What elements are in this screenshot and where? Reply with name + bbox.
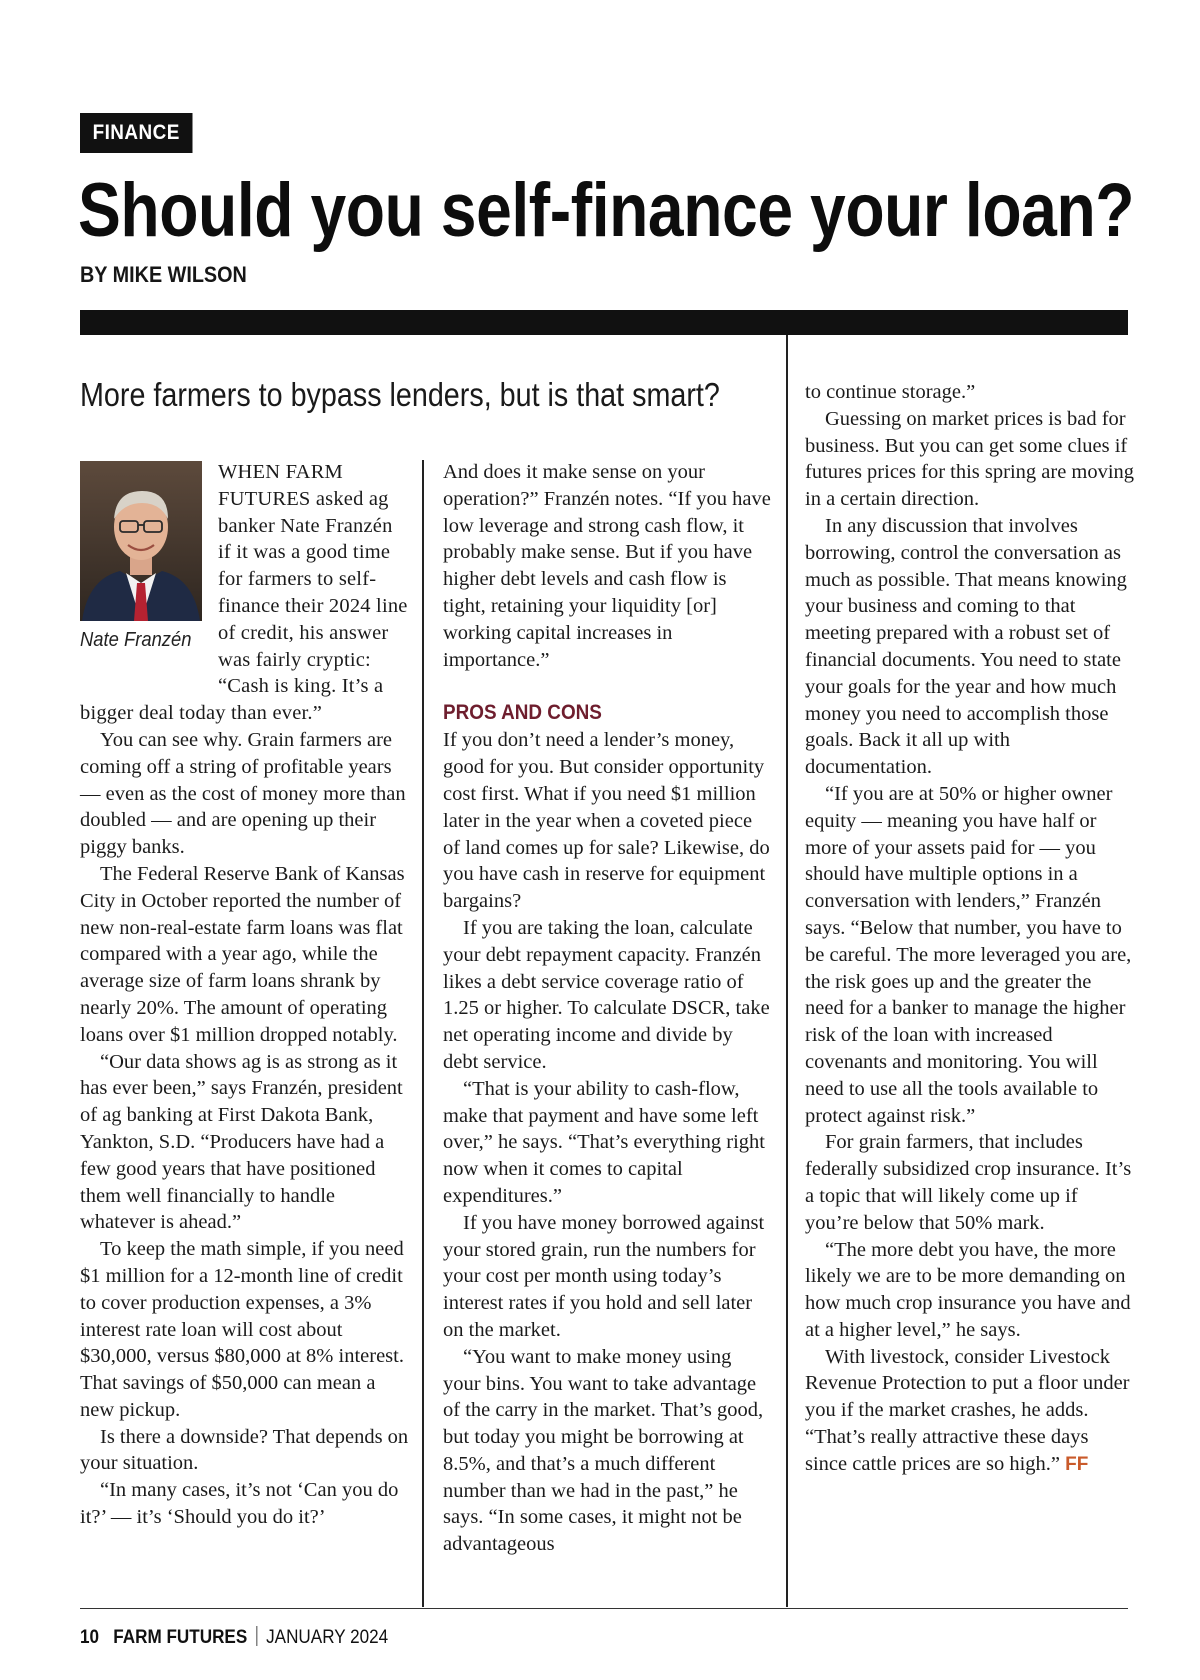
last-paragraph — [805, 1344, 1135, 1479]
column-1 — [80, 459, 410, 1531]
section-tag: FINANCE — [80, 113, 192, 153]
column-2 — [443, 459, 773, 1558]
paragraph: If you don’t need a lender’s money, good for you. But consider opportunity cost first. What if you need $1 million later in the year when a coveted piece of land comes up for sale? Likewise, do you have cash in reserve for equipment bargains? — [443, 729, 770, 913]
page-number: 10 — [80, 1627, 100, 1648]
paragraph: “In many cases, it’s not ‘Can you do it?’ — it’s ‘Should you do it?’ — [80, 1479, 399, 1529]
paragraph: “You want to make money using your bins. You want to take advantage of the carry in the market. That’s good, but today you might be borrowing at 8.5%, and that’s a much different number than we had in the past,” he says. “In some cases, it might not be advantageous — [443, 1345, 764, 1556]
column-divider-1 — [422, 460, 424, 1607]
paragraph: If you have money borrowed against your stored grain, run the numbers for your cost per month using today’s interest rates if you hold and sell later on the market. — [443, 1211, 765, 1341]
paragraph: Is there a downside? That depends on your situation. — [80, 1425, 409, 1475]
footer-rule — [80, 1608, 1128, 1609]
subhead-pros-and-cons: PROS AND CONS — [443, 701, 602, 725]
issue-date: JANUARY 2024 — [266, 1627, 389, 1648]
paragraph: To keep the math simple, if you need $1 million for a 12-month line of credit to cover production expenses, a 3% interest rate loan will cost about $30,000, versus $80,000 at 8% interest. That savings of $50,000 can mean a new pickup. — [80, 1238, 404, 1421]
paragraph: “If you are at 50% or higher owner equity — meaning you have half or more of your assets paid for — you should have multiple options in a conversation with lenders,” Franzén says. “Below that number, you have to be careful. The more leveraged you are, the risk goes up and the greater the need for a banker to manage the higher risk of the loan with increased covenants and monitoring. You will need to use all the tools available to protect against risk.” — [805, 782, 1132, 1127]
lead-paragraph: WHEN FARM FUTURES asked ag banker Nate Franzén if it was a good time for farmers to self-finance their 2024 line of credit, his answer was fairly cryptic: “Cash is king. It’s a bigger deal today than ever.” — [80, 461, 408, 725]
magazine-name: FARM FUTURES — [113, 1627, 248, 1648]
author-photo — [80, 461, 202, 621]
paragraph: If you are taking the loan, calculate your debt repayment capacity. Franzén likes a debt service coverage ratio of 1.25 or higher. To calculate DSCR, take net operating income and divide by debt service. — [443, 916, 770, 1073]
deck: More farmers to bypass lenders, but is that smart? — [80, 376, 720, 413]
header-rule — [80, 310, 1128, 335]
photo-caption: Nate Franzén — [80, 629, 192, 651]
last-paragraph-text: With livestock, consider Livestock Revenue Protection to put a floor under you if the market crashes, he adds. “That’s really attractive these days since cattle prices are so high.” — [805, 1345, 1130, 1475]
paragraph: to continue storage.” — [805, 381, 976, 403]
byline: BY MIKE WILSON — [80, 262, 247, 287]
column-divider-2 — [786, 335, 788, 1607]
paragraph: “Our data shows ag is as strong as it has ever been,” says Franzén, president of ag banking at First Dakota Bank, Yankton, S.D. “Producers have had a few good years that have positioned them well financially to handle whatever is ahead.” — [80, 1050, 403, 1234]
paragraph: In any discussion that involves borrowing, control the conversation as much as possible. That means knowing your business and coming to that meeting prepared with a robust set of financial documents. You need to state your goals for the year and how much money you need to accomplish those goals. Back it all up with documentation. — [805, 514, 1127, 779]
headline: Should you self-finance your loan? — [78, 168, 1135, 253]
portrait-image — [80, 461, 202, 621]
paragraph: And does it make sense on your operation?” Franzén notes. “If you have low leverage and strong cash flow, it probably make sense. But if you have higher debt levels and cash flow is tight, retaining your liquidity [or] working capital increases in importance.” — [443, 461, 771, 671]
paragraph: “The more debt you have, the more likely we are to be more demanding on how much crop insurance you have and at a higher level,” he says. — [805, 1238, 1131, 1341]
paragraph: You can see why. Grain farmers are coming off a string of profitable years — even as the cost of money more than doubled — and are opening up their piggy banks. — [80, 728, 406, 859]
paragraph: Guessing on market prices is bad for business. But you can get some clues if futures prices for this spring are moving in a certain direction. — [805, 407, 1135, 511]
end-mark: FF — [1065, 1453, 1089, 1475]
footer — [80, 1626, 388, 1650]
footer-separator — [256, 1626, 257, 1646]
column-3 — [805, 379, 1135, 1479]
paragraph: For grain farmers, that includes federally subsidized crop insurance. It’s a topic that will likely come up if you’re below that 50% mark. — [805, 1131, 1132, 1234]
paragraph: “That is your ability to cash-flow, make that payment and have some left over,” he says. “That’s everything right now when it comes to capital expenditures.” — [443, 1077, 765, 1207]
paragraph: The Federal Reserve Bank of Kansas City in October reported the number of new non-real-estate farm loans was flat compared with a year ago, while the average size of farm loans shrank by nearly 20%. The amount of operating loans over $1 million dropped notably. — [80, 862, 405, 1046]
